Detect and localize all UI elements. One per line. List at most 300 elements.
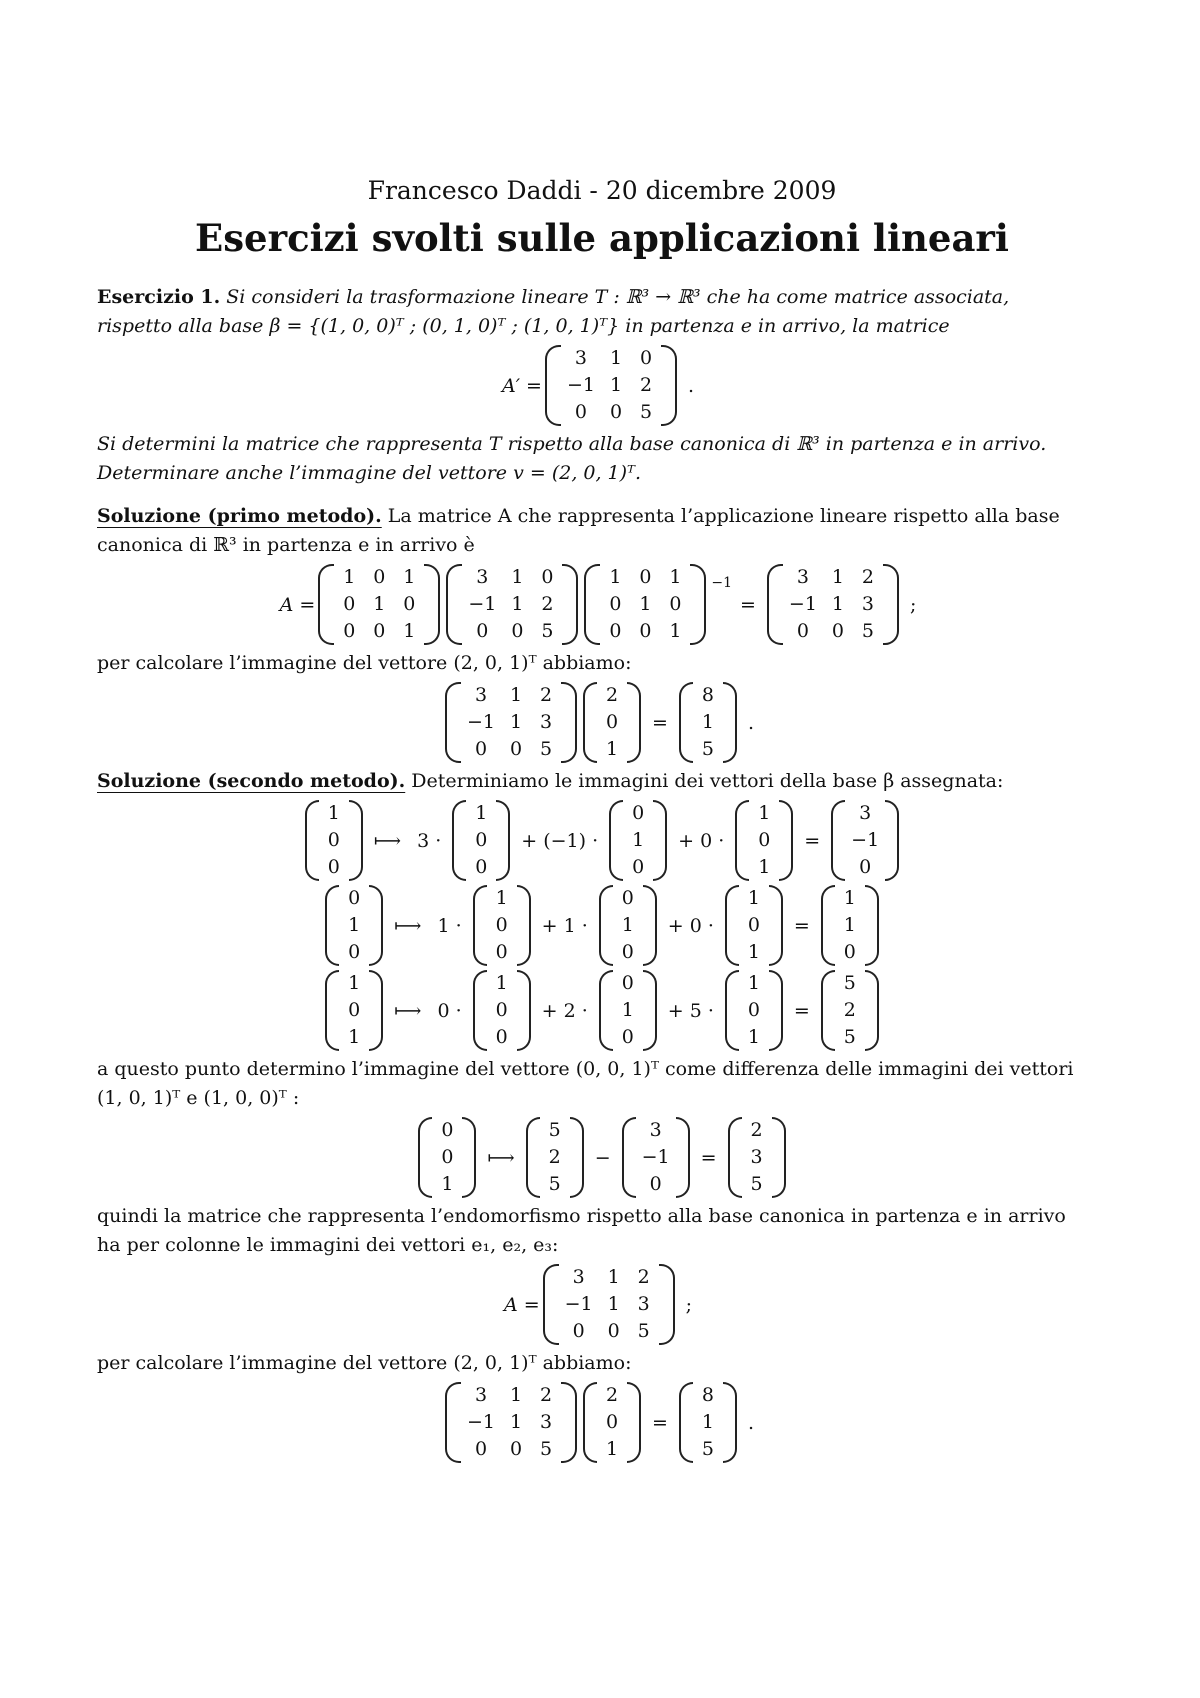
matrix-entry: 0 bbox=[327, 856, 340, 878]
matrix-entry: 1 bbox=[747, 1026, 760, 1048]
matrix-entry: 2 bbox=[541, 593, 554, 615]
mapsto-arrow: ⟼ bbox=[373, 829, 402, 852]
matrix-cells bbox=[487, 885, 517, 966]
solution-1-label: Soluzione (primo metodo). bbox=[97, 505, 382, 527]
matrix-entry: 0 bbox=[511, 620, 524, 642]
coefficient-1: 1 · bbox=[437, 914, 462, 937]
matrix-cells bbox=[739, 970, 769, 1051]
matrix-entry: 0 bbox=[747, 914, 760, 936]
inverse-exponent: −1 bbox=[711, 574, 732, 591]
right-paren bbox=[772, 1117, 786, 1198]
right-paren bbox=[723, 682, 737, 763]
matrix-a bbox=[445, 1382, 577, 1463]
matrix-entry: 0 bbox=[639, 620, 652, 642]
matrix-entry: −1 bbox=[468, 593, 497, 615]
matrix-entry: 2 bbox=[861, 566, 874, 588]
matrix-entry: 1 bbox=[701, 711, 714, 733]
right-paren bbox=[462, 1117, 476, 1198]
matrix-entry: 1 bbox=[621, 999, 634, 1021]
matrix-cells bbox=[339, 970, 369, 1051]
matrix-cells bbox=[613, 970, 643, 1051]
matrix-entry: 3 bbox=[750, 1146, 763, 1168]
solution-2-text-6: per calcolare l’immagine del vettore (2, 0, 1)ᵀ abbiamo: bbox=[97, 1352, 632, 1374]
right-paren bbox=[769, 885, 783, 966]
matrix-cells bbox=[597, 682, 627, 763]
matrix-entry: 1 bbox=[607, 1266, 620, 1288]
basis-vector-b3 bbox=[725, 970, 783, 1051]
left-paren bbox=[545, 345, 561, 426]
matrix-entry: 0 bbox=[639, 566, 652, 588]
mapsto-arrow: ⟼ bbox=[394, 999, 422, 1022]
right-paren bbox=[369, 970, 383, 1051]
matrix-p-inverse bbox=[584, 564, 706, 645]
matrix-a-prime bbox=[545, 345, 677, 426]
matrix-entry: 0 bbox=[475, 856, 488, 878]
matrix-entry: 0 bbox=[348, 941, 361, 963]
matrix-entry: 2 bbox=[750, 1119, 763, 1141]
matrix-cells bbox=[783, 564, 883, 645]
solution-2-text-3: (1, 0, 1)ᵀ e (1, 0, 0)ᵀ : bbox=[97, 1087, 300, 1109]
page-title: Esercizi svolti sulle applicazioni lineari bbox=[195, 216, 1009, 260]
solution-2-line-1 bbox=[97, 767, 1107, 796]
equals-sign: = bbox=[793, 999, 810, 1022]
left-paren bbox=[767, 564, 783, 645]
matrix-cells bbox=[559, 1264, 659, 1345]
coefficient-1: 0 · bbox=[437, 999, 462, 1022]
left-paren bbox=[622, 1117, 636, 1198]
equation-image-v-2 bbox=[97, 1382, 1107, 1463]
matrix-entry: 2 bbox=[605, 684, 619, 706]
matrix-entry: 3 bbox=[796, 566, 809, 588]
matrix-entry: 1 bbox=[758, 856, 771, 878]
right-paren bbox=[349, 800, 363, 881]
left-paren bbox=[728, 1117, 742, 1198]
matrix-entry: 1 bbox=[495, 972, 508, 994]
left-paren bbox=[325, 970, 339, 1051]
matrix-entry: −1 bbox=[851, 829, 880, 851]
matrix-label-a-prime: A′ = bbox=[501, 374, 542, 397]
image-coordinates bbox=[821, 970, 879, 1051]
solution-2-text-1: Determiniamo le immagini dei vettori della base β assegnata: bbox=[405, 770, 1004, 792]
matrix-entry: 1 bbox=[441, 1173, 454, 1195]
solution-2-label: Soluzione (secondo metodo). bbox=[97, 770, 406, 792]
exercise-text-4: Determinare anche l’immagine del vettore v = (2, 0, 1)ᵀ. bbox=[97, 462, 642, 484]
vector-image-b1 bbox=[622, 1117, 690, 1198]
matrix-entry: −1 bbox=[788, 593, 817, 615]
solution-1-text-1: La matrice A che rappresenta l’applicazione lineare rispetto alla base bbox=[381, 505, 1060, 527]
matrix-entry: 1 bbox=[843, 887, 856, 909]
matrix-cells bbox=[749, 800, 779, 881]
solution-2-text-2: a questo punto determino l’immagine del vettore (0, 0, 1)ᵀ come differenza delle immagini dei vettori bbox=[97, 1058, 1074, 1080]
right-paren bbox=[627, 1382, 641, 1463]
vector-image bbox=[679, 682, 737, 763]
left-paren bbox=[821, 885, 835, 966]
right-paren bbox=[627, 682, 641, 763]
basis-vector-b3 bbox=[735, 800, 793, 881]
left-paren bbox=[446, 564, 462, 645]
matrix-entry: 0 bbox=[621, 972, 634, 994]
matrix-entry: 5 bbox=[541, 620, 554, 642]
right-paren bbox=[769, 970, 783, 1051]
matrix-entry: 5 bbox=[637, 1320, 650, 1342]
matrix-entry: 1 bbox=[747, 887, 760, 909]
period: . bbox=[747, 1411, 754, 1434]
matrix-a-final bbox=[543, 1264, 675, 1345]
basis-vector-b2 bbox=[599, 885, 657, 966]
matrix-entry: 1 bbox=[348, 914, 361, 936]
right-paren bbox=[517, 885, 531, 966]
matrix-entry: 0 bbox=[474, 1438, 488, 1460]
matrix-cells bbox=[613, 885, 643, 966]
left-paren bbox=[609, 800, 623, 881]
matrix-entry: 1 bbox=[747, 972, 760, 994]
matrix-cells bbox=[693, 1382, 723, 1463]
left-paren bbox=[725, 885, 739, 966]
matrix-entry: 1 bbox=[348, 972, 361, 994]
basis-vector bbox=[305, 800, 363, 881]
matrix-entry: 8 bbox=[701, 1384, 714, 1406]
matrix-entry: 0 bbox=[649, 1173, 662, 1195]
matrix-cells bbox=[600, 564, 690, 645]
matrix-entry: 1 bbox=[509, 1411, 523, 1433]
matrix-entry: 1 bbox=[701, 1411, 714, 1433]
matrix-entry: 0 bbox=[609, 620, 622, 642]
matrix-entry: 1 bbox=[509, 684, 523, 706]
left-paren bbox=[325, 885, 339, 966]
vector-e3 bbox=[418, 1117, 476, 1198]
matrix-a bbox=[445, 682, 577, 763]
left-paren bbox=[583, 682, 597, 763]
matrix-entry: 0 bbox=[495, 999, 508, 1021]
equation-a-prime bbox=[97, 345, 1107, 426]
matrix-entry: 2 bbox=[843, 999, 856, 1021]
matrix-entry: −1 bbox=[641, 1146, 670, 1168]
matrix-entry: 0 bbox=[572, 1320, 585, 1342]
matrix-entry: −1 bbox=[564, 1293, 593, 1315]
matrix-entry: 5 bbox=[539, 1438, 553, 1460]
matrix-entry: 1 bbox=[639, 593, 652, 615]
matrix-cells bbox=[461, 682, 561, 763]
matrix-a-prime-copy bbox=[446, 564, 578, 645]
matrix-entry: 0 bbox=[441, 1146, 454, 1168]
left-paren bbox=[679, 1382, 693, 1463]
equals-sign: = bbox=[652, 1411, 668, 1434]
matrix-cells bbox=[597, 1382, 627, 1463]
matrix-entry: 0 bbox=[495, 941, 508, 963]
exercise-text-1: Si consideri la trasformazione lineare T : ℝ³ → ℝ³ che ha come matrice associata, bbox=[226, 286, 1010, 308]
left-paren bbox=[831, 800, 845, 881]
matrix-entry: 1 bbox=[669, 620, 682, 642]
matrix-entry: 1 bbox=[343, 566, 356, 588]
matrix-entry: 0 bbox=[621, 941, 634, 963]
matrix-entry: 0 bbox=[621, 887, 634, 909]
left-paren bbox=[583, 1382, 597, 1463]
matrix-cells bbox=[432, 1117, 462, 1198]
right-paren bbox=[570, 1117, 584, 1198]
matrix-cells bbox=[835, 885, 865, 966]
right-paren bbox=[369, 885, 383, 966]
right-paren bbox=[561, 682, 577, 763]
matrix-entry: 3 bbox=[476, 566, 489, 588]
matrix-cells bbox=[339, 885, 369, 966]
matrix-cells bbox=[540, 1117, 570, 1198]
coefficient-2: + 1 · bbox=[541, 914, 588, 937]
equation-a-label: A = bbox=[279, 593, 316, 616]
right-paren bbox=[562, 564, 578, 645]
left-paren bbox=[725, 970, 739, 1051]
matrix-entry: 0 bbox=[758, 829, 771, 851]
right-paren bbox=[653, 800, 667, 881]
equals-sign: = bbox=[740, 593, 756, 616]
matrix-entry: 1 bbox=[605, 1438, 619, 1460]
matrix-entry: 2 bbox=[605, 1384, 619, 1406]
matrix-entry: 3 bbox=[572, 1266, 585, 1288]
semicolon: ; bbox=[909, 593, 917, 616]
left-paren bbox=[526, 1117, 540, 1198]
left-paren bbox=[445, 1382, 461, 1463]
equals-sign: = bbox=[652, 711, 668, 734]
left-paren bbox=[584, 564, 600, 645]
matrix-cells bbox=[636, 1117, 676, 1198]
right-paren bbox=[643, 885, 657, 966]
matrix-entry: 1 bbox=[509, 711, 523, 733]
matrix-entry: 5 bbox=[539, 738, 553, 760]
matrix-cells bbox=[462, 564, 562, 645]
matrix-entry: 0 bbox=[574, 401, 588, 423]
right-paren bbox=[885, 800, 899, 881]
matrix-entry: 5 bbox=[843, 972, 856, 994]
period: . bbox=[687, 374, 695, 397]
basis-vector-b3 bbox=[725, 885, 783, 966]
matrix-entry: 1 bbox=[403, 620, 416, 642]
matrix-entry: 0 bbox=[609, 593, 622, 615]
matrix-entry: 5 bbox=[701, 738, 714, 760]
vector-v bbox=[583, 682, 641, 763]
matrix-entry: 5 bbox=[750, 1173, 763, 1195]
equation-image-v-1 bbox=[97, 682, 1107, 763]
matrix-cells bbox=[334, 564, 424, 645]
matrix-entry: 2 bbox=[637, 1266, 650, 1288]
solution-1-text-3: per calcolare l’immagine del vettore (2, 0, 1)ᵀ abbiamo: bbox=[97, 652, 632, 674]
left-paren bbox=[473, 970, 487, 1051]
matrix-entry: −1 bbox=[467, 1411, 496, 1433]
matrix-cells bbox=[739, 885, 769, 966]
matrix-entry: 1 bbox=[609, 566, 622, 588]
right-paren bbox=[723, 1382, 737, 1463]
matrix-entry: 0 bbox=[474, 738, 488, 760]
matrix-entry: 5 bbox=[701, 1438, 714, 1460]
matrix-entry: 0 bbox=[639, 347, 653, 369]
mapsto-arrow: ⟼ bbox=[487, 1146, 515, 1169]
right-paren bbox=[676, 1117, 690, 1198]
exercise-text-3: Si determini la matrice che rappresenta T rispetto alla base canonica di ℝ³ in partenza e in arrivo. bbox=[97, 433, 1047, 455]
basis-vector-b1 bbox=[473, 885, 531, 966]
left-paren bbox=[599, 970, 613, 1051]
matrix-entry: 0 bbox=[509, 1438, 523, 1460]
image-coordinates bbox=[831, 800, 899, 881]
right-paren bbox=[661, 345, 677, 426]
right-paren bbox=[643, 970, 657, 1051]
matrix-entry: 5 bbox=[639, 401, 653, 423]
matrix-entry: 1 bbox=[609, 374, 623, 396]
matrix-entry: 5 bbox=[843, 1026, 856, 1048]
period: . bbox=[747, 711, 754, 734]
matrix-entry: 2 bbox=[639, 374, 653, 396]
matrix-entry: 1 bbox=[403, 566, 416, 588]
matrix-entry: 1 bbox=[669, 566, 682, 588]
vector-v bbox=[583, 1382, 641, 1463]
matrix-entry: 0 bbox=[403, 593, 416, 615]
matrix-entry: 0 bbox=[843, 941, 856, 963]
coefficient-3: + 5 · bbox=[667, 999, 714, 1022]
matrix-cells bbox=[845, 800, 885, 881]
solution-1-text-2: canonica di ℝ³ in partenza e in arrivo è bbox=[97, 534, 475, 556]
left-paren bbox=[445, 682, 461, 763]
vector-image bbox=[679, 1382, 737, 1463]
mapsto-arrow: ⟼ bbox=[394, 914, 422, 937]
equation-a-final bbox=[97, 1264, 1107, 1345]
matrix-entry: 8 bbox=[701, 684, 714, 706]
basis-vector-b1 bbox=[473, 970, 531, 1051]
right-paren bbox=[659, 1264, 675, 1345]
matrix-entry: 3 bbox=[474, 684, 488, 706]
document-page bbox=[97, 175, 1107, 1467]
equals-sign: = bbox=[804, 829, 821, 852]
basis-image-row bbox=[97, 970, 1107, 1051]
matrix-entry: 0 bbox=[441, 1119, 454, 1141]
matrix-entry: 0 bbox=[348, 999, 361, 1021]
coefficient-1: 3 · bbox=[417, 829, 442, 852]
matrix-entry: 0 bbox=[348, 887, 361, 909]
matrix-entry: 3 bbox=[574, 347, 588, 369]
coefficient-3: + 0 · bbox=[678, 829, 725, 852]
matrix-cells bbox=[623, 800, 653, 881]
matrix-entry: 3 bbox=[474, 1384, 488, 1406]
matrix-entry: 0 bbox=[475, 829, 488, 851]
matrix-entry: 5 bbox=[861, 620, 874, 642]
exercise-text-2: rispetto alla base β = {(1, 0, 0)ᵀ ; (0, 1, 0)ᵀ ; (1, 0, 1)ᵀ} in partenza e in arrivo, la matrice bbox=[97, 315, 950, 337]
matrix-entry: 1 bbox=[609, 347, 623, 369]
matrix-entry: 1 bbox=[509, 1384, 523, 1406]
matrix-entry: 1 bbox=[747, 941, 760, 963]
matrix-cells bbox=[742, 1117, 772, 1198]
matrix-entry: 1 bbox=[475, 802, 488, 824]
left-paren bbox=[305, 800, 319, 881]
matrix-entry: 5 bbox=[548, 1173, 561, 1195]
left-paren bbox=[679, 682, 693, 763]
matrix-entry: 0 bbox=[669, 593, 682, 615]
solution-1-line-1 bbox=[97, 502, 1107, 531]
equation-difference bbox=[97, 1117, 1107, 1198]
basis-vector bbox=[325, 885, 383, 966]
matrix-entry: 1 bbox=[758, 802, 771, 824]
matrix-entry: 0 bbox=[541, 566, 554, 588]
right-paren bbox=[883, 564, 899, 645]
matrix-entry: 0 bbox=[495, 1026, 508, 1048]
minus-sign: − bbox=[594, 1146, 611, 1169]
matrix-entry: 0 bbox=[609, 401, 623, 423]
matrix-entry: 2 bbox=[548, 1146, 561, 1168]
matrix-entry: 1 bbox=[327, 802, 340, 824]
matrix-entry: 0 bbox=[747, 999, 760, 1021]
matrix-entry: 0 bbox=[495, 914, 508, 936]
coefficient-2: + (−1) · bbox=[521, 829, 599, 852]
basis-vector-b2 bbox=[609, 800, 667, 881]
matrix-entry: 1 bbox=[831, 593, 844, 615]
matrix-a-result bbox=[767, 564, 899, 645]
left-paren bbox=[543, 1264, 559, 1345]
equals-sign: = bbox=[700, 1146, 717, 1169]
author-line: Francesco Daddi - 20 dicembre 2009 bbox=[367, 176, 837, 205]
matrix-entry: 3 bbox=[861, 593, 874, 615]
matrix-cells bbox=[693, 682, 723, 763]
basis-vector-b2 bbox=[599, 970, 657, 1051]
matrix-entry: 1 bbox=[621, 914, 634, 936]
matrix-cells bbox=[319, 800, 349, 881]
right-paren bbox=[690, 564, 706, 645]
matrix-entry: 3 bbox=[539, 1411, 553, 1433]
matrix-entry: 0 bbox=[509, 738, 523, 760]
matrix-cells bbox=[466, 800, 496, 881]
exercise-label: Esercizio 1. bbox=[97, 286, 221, 308]
right-paren bbox=[561, 1382, 577, 1463]
equation-a-label: A = bbox=[503, 1293, 540, 1316]
matrix-entry: 0 bbox=[476, 620, 489, 642]
matrix-entry: 1 bbox=[495, 887, 508, 909]
matrix-entry: 0 bbox=[621, 1026, 634, 1048]
matrix-entry: 1 bbox=[373, 593, 386, 615]
matrix-entry: 3 bbox=[539, 711, 553, 733]
matrix-entry: 0 bbox=[605, 711, 619, 733]
matrix-cells bbox=[487, 970, 517, 1051]
matrix-entry: 0 bbox=[373, 620, 386, 642]
vector-image-b3 bbox=[526, 1117, 584, 1198]
basis-image-row bbox=[97, 885, 1107, 966]
matrix-entry: 0 bbox=[859, 856, 872, 878]
matrix-entry: 0 bbox=[831, 620, 844, 642]
matrix-entry: −1 bbox=[566, 374, 595, 396]
matrix-entry: 3 bbox=[637, 1293, 650, 1315]
matrix-entry: 5 bbox=[548, 1119, 561, 1141]
matrix-cells bbox=[561, 345, 661, 426]
equation-a-change-of-basis bbox=[97, 564, 1107, 645]
solution-2-text-5: ha per colonne le immagini dei vettori e₁, e₂, e₃: bbox=[97, 1234, 559, 1256]
matrix-cells bbox=[461, 1382, 561, 1463]
solution-2-text-4: quindi la matrice che rappresenta l’endomorfismo rispetto alla base canonica in partenza e in arrivo bbox=[97, 1205, 1066, 1227]
image-coordinates bbox=[821, 885, 879, 966]
right-paren bbox=[517, 970, 531, 1051]
matrix-entry: 1 bbox=[607, 1293, 620, 1315]
matrix-entry: 1 bbox=[831, 566, 844, 588]
matrix-entry: 2 bbox=[539, 684, 553, 706]
matrix-entry: 3 bbox=[649, 1119, 662, 1141]
matrix-entry: 0 bbox=[343, 620, 356, 642]
right-paren bbox=[865, 885, 879, 966]
matrix-entry: 1 bbox=[843, 914, 856, 936]
matrix-entry: 0 bbox=[796, 620, 809, 642]
left-paren bbox=[318, 564, 334, 645]
matrix-entry: 0 bbox=[373, 566, 386, 588]
matrix-entry: 1 bbox=[511, 566, 524, 588]
right-paren bbox=[779, 800, 793, 881]
left-paren bbox=[735, 800, 749, 881]
coefficient-3: + 0 · bbox=[667, 914, 714, 937]
matrix-entry: 0 bbox=[605, 1411, 619, 1433]
exercise-line-1 bbox=[97, 283, 1107, 312]
left-paren bbox=[821, 970, 835, 1051]
left-paren bbox=[452, 800, 466, 881]
matrix-entry: 0 bbox=[327, 829, 340, 851]
